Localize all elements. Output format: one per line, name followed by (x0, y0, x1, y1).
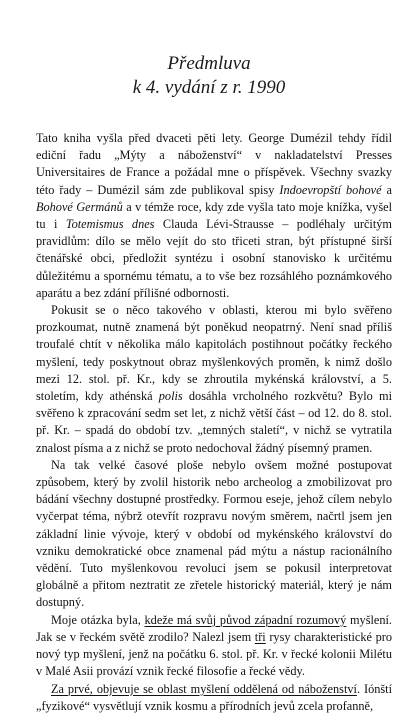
preface-subtitle: k 4. vydání z r. 1990 (132, 77, 286, 98)
paragraph (36, 612, 392, 681)
preface-body (36, 130, 392, 715)
text-run: Clauda Lévi-Strausse – podléhaly určitým pravidlům: dílo se mělo vejít do sto třiceti stran, být přístupné širší čtenářské obci, předložit syntézu i osobní stanovisko k určitému důležitému a spornému tématu, a to vše bez rozsáhlého poznámkového aparátu a bez zdání přílišné odbornosti. (36, 217, 392, 300)
text-run: myšlení. Jak se v řeckém světě zrodilo? Nalezl jsem (36, 612, 393, 644)
paragraph (36, 302, 392, 457)
text-run: dosáhla vrcholného rozkvětu? Bylo mi svěřeno k zpracování sedm set let, z nichž větší část – od 12. do 8. stol. př. Kr. – spadá do období tzv. „temných staletí“, v nichž se vytratila znalost písma a z nichž se proto nedochoval žádný písemný pramen. (36, 389, 392, 455)
paragraph (36, 130, 392, 302)
underlined-text: Za prvé, objevuje se oblast myšlení oddělená od náboženství (51, 681, 357, 696)
text-run: . Iónští „fyzikové“ vysvětlují vznik kosmu a přírodních jevů zcela profanně, (36, 681, 392, 713)
preface-title: Předmluva (167, 53, 251, 74)
text-run: Moje otázka byla, (51, 612, 145, 627)
text-run: a (381, 182, 392, 197)
paragraph (36, 681, 392, 715)
underlined-text: tři (254, 629, 266, 644)
text-run: Na tak velké časové ploše nebylo ovšem možné postupovat způsobem, který by zvolil historik nebo archeolog a zmobilizovat pro bádání všechny dostupné prostředky. Formou eseje, jehož cílem nebylo vyčerpat téma, nýbrž otevřít rozpravu novým směrem, načrtl jsem jen základní linie vývoje, který v období od mykénského království do vzniku demokratické obce znamenal pád mýtu a nástup racionálního vědění. Tuto myšlenkovou revoluci jsem se pokusil interpretovat globálně a přitom neztratit ze zřetele historický materiál, který je nám dostupný. (36, 457, 392, 610)
italic-text: Indoevropští bohové (279, 182, 382, 197)
underlined-text: kdeže má svůj původ západní rozumový (144, 612, 347, 627)
italic-text: Totemismus dnes (65, 217, 155, 232)
italic-text: Bohové Germánů (36, 199, 123, 214)
text-run: Pokusit se o něco takového v oblasti, kterou mi bylo svěřeno prozkoumat, nutně znamená být poněkud neopatrný. Není snad příliš troufalé chtít v několika málo kapitolách postihnout počátky řeckého myšlení, tedy poskytnout obraz myšlenkových proměn, k nimž došlo mezi 12. stol. př. Kr., kdy se zhroutila mykénská království, a 5. stoletím, kdy athénská (36, 303, 392, 404)
text-run: Tato kniha vyšla před dvaceti pěti lety. George Dumézil tehdy řídil ediční řadu „Mýty a náboženství“ v nakladatelství Presses Universitaires de France a požádal mne o příspěvek. Všechny svazky této řady – Dumézil sám zde publikoval spisy (36, 131, 392, 197)
paragraph (36, 457, 392, 612)
text-run: rysy charakteristické pro nový typ myšlení, jenž na počátku 6. stol. př. Kr. v řecké kolonii Milétu v Malé Asii provází vznik řecké filosofie a řecké vědy. (36, 629, 392, 679)
text-run: a v témže roce, kdy zde vyšla tato moje knížka, vyšel tu i (36, 199, 392, 232)
italic-text: polis (158, 389, 183, 404)
